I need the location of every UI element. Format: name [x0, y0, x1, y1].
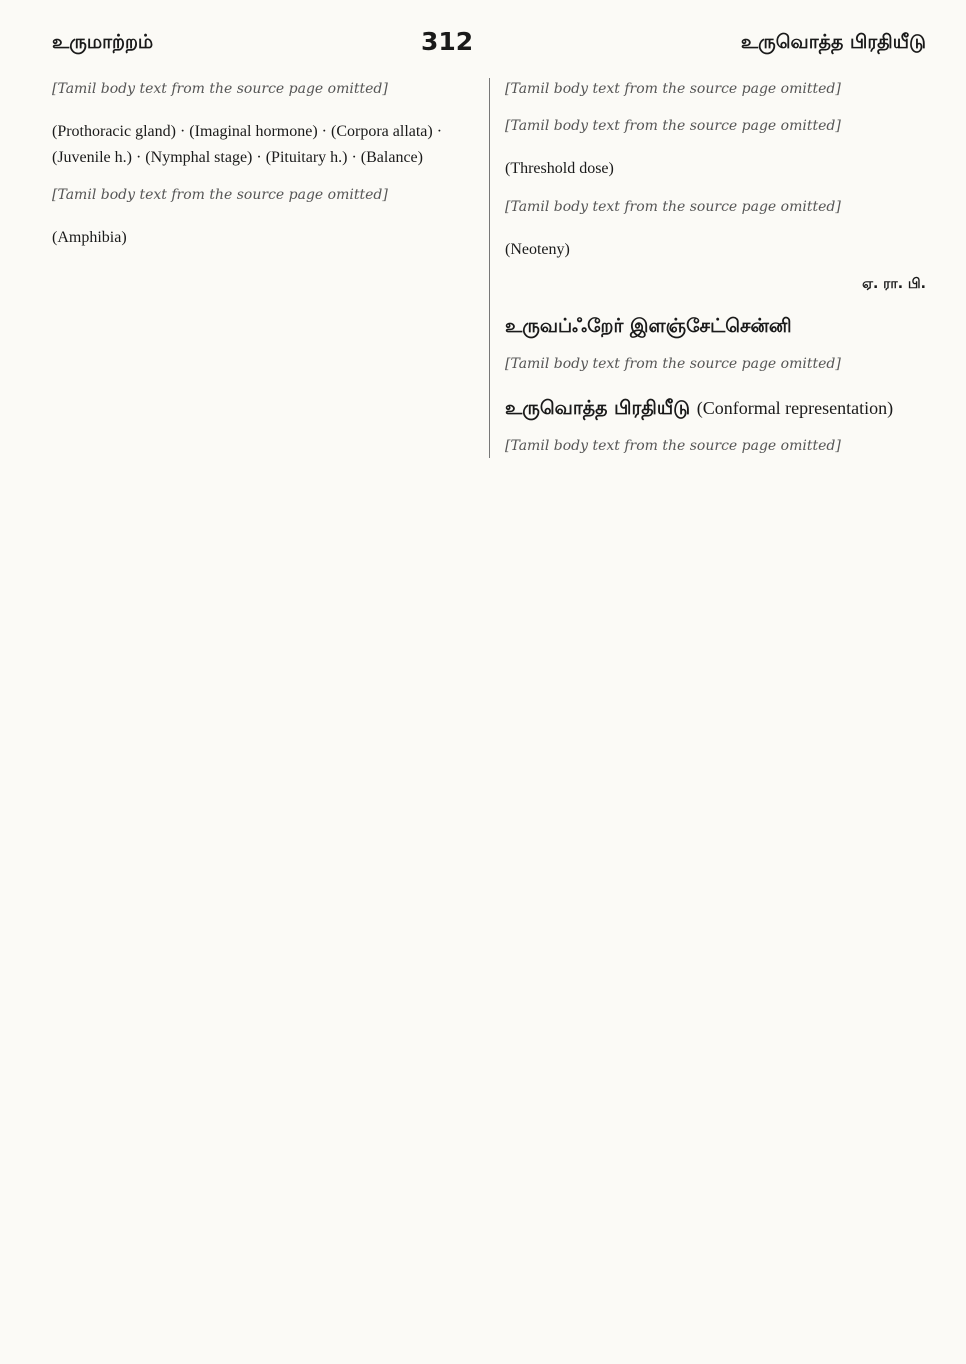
two-column-body [52, 78, 926, 458]
left-paragraph-2: [Tamil body text from the source page omitted] [52, 187, 388, 204]
right-paragraph-3: [Tamil body text from the source page omitted] [505, 198, 841, 215]
left-paragraph-2-terms: (Amphibia) [52, 229, 127, 247]
running-head [52, 22, 926, 56]
left-paragraph-1-terms: (Prothoracic gland) · (Imaginal hormone) · (Corpora allata) · (Juvenile h.) · (Nymphal stage) · (Pituitary h.) · (Balance) [52, 123, 443, 166]
left-paragraph-1: [Tamil body text from the source page omitted] [52, 81, 388, 97]
page-number: 312 [420, 27, 474, 56]
entry-heading-2-text: உருவொத்த பிரதியீடு [505, 397, 691, 420]
running-head-left: உருமாற்றம் [52, 31, 154, 53]
entry-heading-1-text: உருவப்ஃறேர் இளஞ்சேட்சென்னி [505, 315, 792, 338]
entry-1-body: [Tamil body text from the source page omitted] [505, 356, 841, 373]
entry-heading-2 [505, 396, 926, 421]
right-paragraph-2-terms: (Threshold dose) [505, 160, 614, 178]
right-column [505, 78, 926, 458]
entry-2-body: [Tamil body text from the source page omitted] [505, 437, 841, 454]
author-signature: ஏ. ரா. பி. [862, 276, 926, 293]
right-paragraph-3-terms: (Neoteny) [505, 240, 570, 258]
entry-heading-1 [505, 314, 926, 339]
right-paragraph-2: [Tamil body text from the source page omitted] [505, 118, 841, 135]
left-column [52, 78, 473, 458]
right-paragraph-1: [Tamil body text from the source page omitted] [505, 81, 841, 97]
column-divider [489, 78, 490, 458]
entry-heading-2-english: (Conformal representation) [696, 398, 894, 419]
running-head-right: உருவொத்த பிரதியீடு [740, 31, 926, 53]
